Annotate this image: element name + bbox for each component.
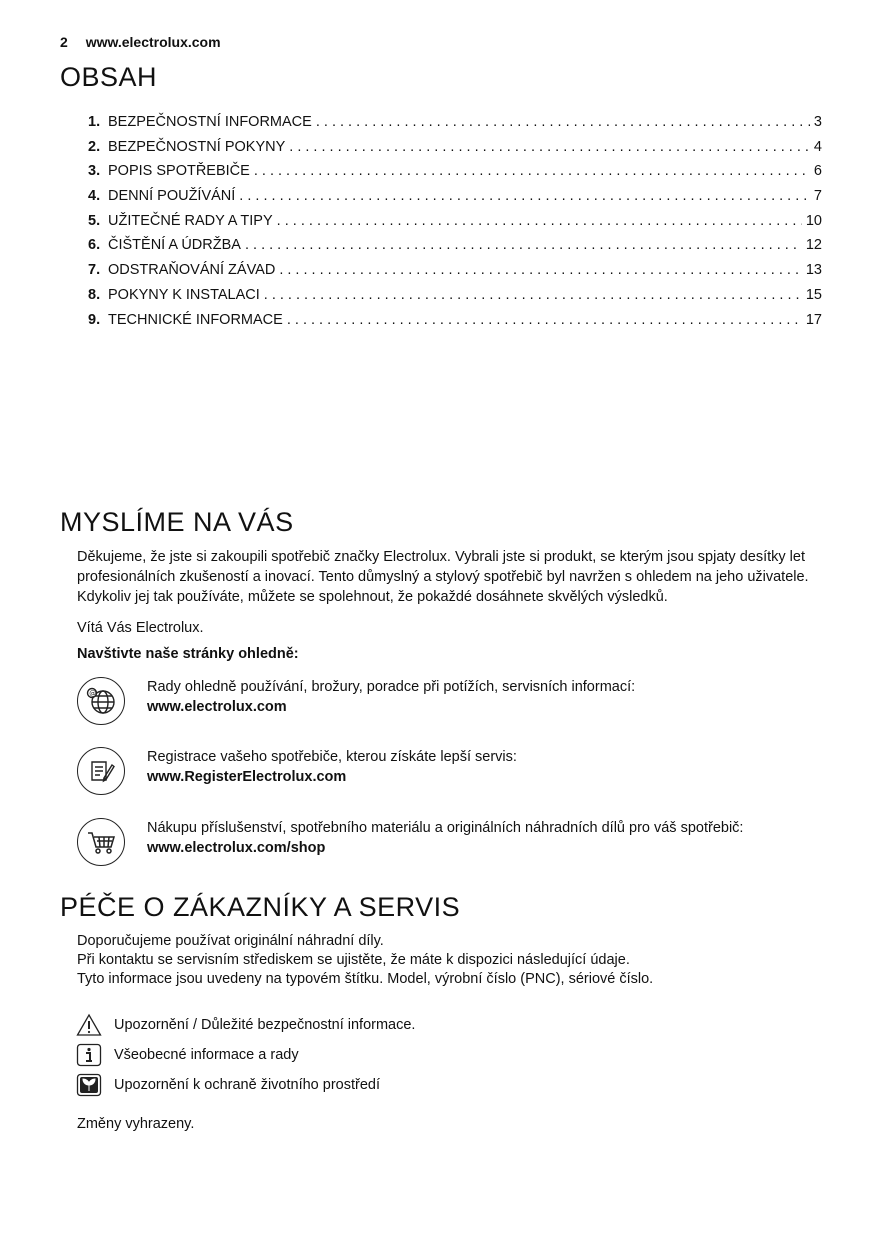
toc-leader-dots (287, 312, 802, 328)
toc-item-number: 7. (88, 262, 101, 279)
info-icon (76, 1043, 102, 1067)
toc-leader-dots (279, 262, 802, 278)
toc-leader-dots (239, 188, 810, 204)
changes-reserved: Změny vyhrazeny. (77, 1116, 195, 1132)
toc-item-label: BEZPEČNOSTNÍ INFORMACE (108, 114, 312, 130)
toc-leader-dots (254, 163, 810, 179)
link-text-registration (147, 747, 517, 787)
toc-item-page: 6 (813, 163, 822, 180)
toc-leader-dots (245, 237, 802, 253)
toc-item[interactable] (88, 188, 822, 213)
toc-item-label: POPIS SPOTŘEBIČE (108, 163, 250, 180)
service-line-1: Doporučujeme používat originální náhradní díly. (77, 933, 384, 949)
toc-item-number: 1. (88, 114, 101, 130)
toc-item-page: 12 (805, 237, 822, 254)
thinking-of-you-title: MYSLÍME NA VÁS (60, 507, 294, 537)
toc-item-label: UŽITEČNÉ RADY A TIPY (108, 212, 273, 229)
warning-icon (76, 1013, 102, 1037)
environment-text: Upozornění k ochraně životního prostředí (114, 1077, 380, 1093)
link-description: Registrace vašeho spotřebiče, kterou získáte lepší servis: (147, 749, 517, 765)
toc-item-label: DENNÍ POUŽÍVÁNÍ (108, 188, 236, 205)
toc-item[interactable] (88, 312, 822, 337)
info-text: Všeobecné informace a rady (114, 1047, 299, 1063)
symbol-row-environment (76, 1073, 380, 1097)
toc-item[interactable] (88, 213, 822, 238)
toc-leader-dots (316, 114, 810, 130)
toc-item-page: 17 (805, 311, 822, 328)
toc-item-number: 8. (88, 286, 101, 303)
toc-item[interactable] (88, 139, 822, 164)
service-line-2: Při kontaktu se servisním střediskem se ujistěte, že máte k dispozici následující údaje. (77, 952, 630, 968)
toc-item-page: 10 (805, 212, 822, 229)
toc-item-number: 5. (88, 212, 101, 229)
warning-text: Upozornění / Důležité bezpečnostní informace. (114, 1017, 416, 1033)
link-description: Nákupu příslušenství, spotřebního materiálu a originálních náhradních dílů pro váš spotřebič: (147, 820, 744, 836)
customer-care-title: PÉČE O ZÁKAZNÍKY A SERVIS (60, 892, 461, 922)
toc-item-number: 4. (88, 188, 101, 205)
toc-title: OBSAH (60, 62, 158, 92)
toc-item-label: POKYNY K INSTALACI (108, 286, 260, 303)
toc-item[interactable] (88, 163, 822, 188)
register-link[interactable]: www.RegisterElectrolux.com (147, 769, 347, 785)
toc-item-number: 2. (88, 138, 101, 155)
toc-item[interactable] (88, 237, 822, 262)
link-block-support (77, 677, 635, 725)
page-number: 2 (60, 34, 68, 50)
shopping-cart-icon (77, 818, 125, 866)
symbol-row-info (76, 1043, 299, 1067)
toc-item-page: 15 (805, 286, 822, 303)
toc-leader-dots (264, 287, 802, 303)
toc-item[interactable] (88, 114, 822, 139)
toc-item-label: ČIŠTĚNÍ A ÚDRŽBA (108, 237, 241, 254)
svg-text:@: @ (89, 689, 97, 698)
registration-form-icon (77, 747, 125, 795)
welcome-text: Vítá Vás Electrolux. (77, 620, 204, 636)
globe-icon (77, 677, 125, 725)
toc-item[interactable] (88, 262, 822, 287)
toc-leader-dots (277, 213, 802, 229)
page-header (60, 34, 221, 50)
link-text-support (147, 677, 635, 717)
toc-item-page: 4 (813, 138, 822, 155)
link-description: Rady ohledně používání, brožury, poradce při potížích, servisních informací: (147, 679, 636, 695)
table-of-contents (88, 114, 822, 336)
link-block-registration (77, 747, 517, 795)
toc-item-page: 13 (805, 262, 822, 279)
shop-link[interactable]: www.electrolux.com/shop (147, 840, 326, 856)
toc-item-label: ODSTRAŇOVÁNÍ ZÁVAD (108, 262, 276, 279)
toc-leader-dots (289, 139, 810, 155)
symbol-row-warning (76, 1013, 415, 1037)
support-link[interactable]: www.electrolux.com (147, 699, 287, 715)
toc-item-number: 6. (88, 237, 101, 254)
toc-item-label: TECHNICKÉ INFORMACE (108, 311, 283, 328)
toc-item-page: 3 (813, 114, 822, 130)
toc-item-number: 3. (88, 163, 101, 180)
toc-item-label: BEZPEČNOSTNÍ POKYNY (108, 138, 286, 155)
link-text-shop (147, 818, 743, 858)
toc-item-page: 7 (813, 188, 822, 205)
service-line-3: Tyto informace jsou uvedeny na typovém štítku. Model, výrobní číslo (PNC), sériové číslo. (77, 971, 654, 987)
toc-item[interactable] (88, 287, 822, 312)
link-block-shop (77, 818, 743, 866)
toc-item-number: 9. (88, 311, 101, 328)
intro-paragraph: Děkujeme, že jste si zakoupili spotřebič značky Electrolux. Vybrali jste si produkt, se kterým jsou spjaty desítky let profesionálních zkušeností a inovací. Tento důmyslný a stylový spotřebič byl navržen s ohledem na jeho uživatele. Kdykoliv jej tak používáte, můžete se spolehnout, že pokaždé dosáhnete skvělých výsledků. (77, 549, 809, 605)
website-link[interactable]: www.electrolux.com (85, 34, 221, 50)
environment-icon (76, 1073, 102, 1097)
visit-heading: Navštivte naše stránky ohledně: (77, 646, 299, 662)
